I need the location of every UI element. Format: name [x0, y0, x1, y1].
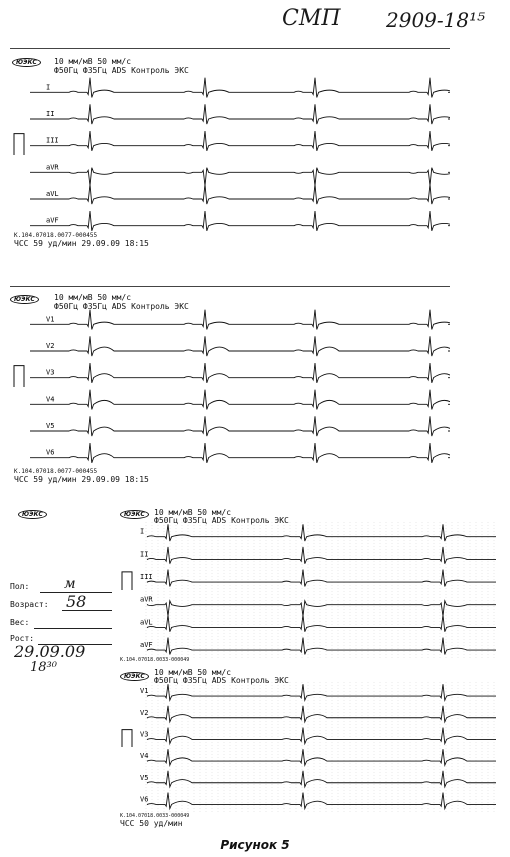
lead-label: V1	[46, 315, 55, 324]
logo-icon: ЮЭКС	[10, 295, 39, 304]
age-label: Возраст:	[10, 600, 49, 609]
logo-icon: ЮЭКС	[120, 510, 149, 519]
ecg-trace	[147, 615, 496, 632]
lead-label: aVR	[46, 163, 59, 172]
ecg-trace	[30, 310, 450, 330]
logo-icon: ЮЭКС	[12, 58, 41, 67]
calibration-pulse	[122, 730, 132, 747]
ecg-trace	[147, 601, 496, 616]
device-serial: К.104.07018.0077-000455	[14, 468, 98, 475]
strip-settings-line2: Ф50Гц Ф35Гц ADS Контроль ЭКС	[154, 516, 289, 525]
lead-label: I	[140, 527, 145, 536]
handwritten-time: 18³⁰	[30, 660, 57, 675]
strip-footer: ЧСС 59 уд/мин 29.09.09 18:15	[14, 239, 149, 248]
handwritten-note-right: 2909-18¹⁵	[386, 8, 486, 32]
ecg-trace	[30, 211, 450, 231]
strip-footer: ЧСС 59 уд/мин 29.09.09 18:15	[14, 475, 149, 484]
ecg-trace	[147, 547, 496, 564]
lead-label: V1	[140, 687, 149, 696]
lead-label: V3	[140, 730, 149, 739]
strip-settings-line1: 10 мм/мВ 50 мм/с	[154, 668, 232, 677]
age-value: 58	[66, 592, 87, 611]
ecg-strip-limb-leads	[10, 48, 450, 249]
lead-label: V6	[46, 448, 55, 457]
ecg-traces	[10, 75, 450, 235]
strip-settings-line2: Ф50Гц Ф35Гц ADS Контроль ЭКС	[54, 66, 189, 75]
ecg-trace	[147, 706, 496, 722]
calibration-pulse	[14, 366, 24, 387]
figure-caption: Рисунок 5	[220, 838, 290, 852]
handwritten-date: 29.09.09	[14, 642, 86, 661]
lead-label: aVF	[140, 641, 153, 650]
device-serial: К.104.07018.0033-000049	[120, 657, 190, 663]
strip-settings-line2: Ф50Гц Ф35Гц ADS Контроль ЭКС	[154, 676, 289, 685]
lead-label: V5	[46, 422, 55, 430]
lead-label: V3	[46, 368, 55, 377]
weight-line	[34, 628, 112, 629]
ecg-trace	[147, 793, 496, 809]
ecg-trace	[30, 131, 450, 151]
ecg-strip-chest-leads	[10, 286, 450, 487]
logo-icon: ЮЭКС	[120, 672, 149, 681]
lead-label: III	[46, 136, 59, 145]
patient-form	[8, 500, 118, 680]
ecg-trace	[147, 749, 496, 765]
lead-label: V6	[140, 795, 149, 804]
calibration-pulse	[122, 572, 132, 590]
lead-label: aVL	[46, 190, 59, 198]
lead-label: V5	[140, 773, 149, 782]
lead-label: aVL	[140, 618, 153, 627]
ecg-trace	[147, 570, 496, 587]
lead-label: V2	[46, 342, 55, 350]
ecg-traces	[118, 682, 498, 812]
sex-value: м	[64, 576, 76, 592]
ecg-trace	[30, 104, 450, 124]
ecg-trace	[147, 771, 496, 787]
ecg-trace	[147, 638, 496, 655]
ecg-trace	[30, 390, 450, 410]
lead-label: V4	[140, 752, 149, 761]
ecg-strip-chest-leads-2	[118, 668, 498, 830]
device-serial: К.104.07018.0077-000455	[14, 232, 98, 239]
handwritten-note-left: СМП	[282, 6, 341, 31]
device-serial: К.104.07018.0033-000049	[120, 813, 190, 819]
lead-label: aVF	[46, 216, 59, 225]
lead-label: II	[46, 110, 55, 118]
ecg-trace	[30, 363, 450, 383]
ecg-traces	[118, 522, 498, 658]
ecg-trace	[30, 184, 450, 204]
ecg-strip-limb-leads-2	[118, 506, 498, 666]
ecg-trace	[30, 336, 450, 356]
strip-settings-line1: 10 мм/мВ 50 мм/с	[54, 57, 132, 66]
ecg-trace	[30, 168, 450, 186]
ecg-trace	[147, 684, 496, 700]
lead-label: V4	[46, 395, 55, 404]
sex-label: Пол:	[10, 582, 30, 591]
strip-settings-line1: 10 мм/мВ 50 мм/с	[54, 293, 132, 302]
lead-label: aVR	[140, 595, 153, 604]
strip-settings-line1: 10 мм/мВ 50 мм/с	[154, 508, 232, 517]
lead-label: I	[46, 83, 51, 92]
weight-label: Вес:	[10, 618, 30, 627]
ecg-trace	[147, 728, 496, 744]
lead-label: III	[140, 573, 153, 582]
strip-footer: ЧСС 50 уд/мин	[120, 819, 183, 828]
ecg-trace	[30, 443, 450, 463]
logo-icon: ЮЭКС	[18, 510, 47, 519]
ecg-traces	[10, 307, 450, 467]
height-label: Рост:	[10, 634, 35, 643]
calibration-pulse	[14, 134, 24, 155]
ecg-trace	[30, 416, 450, 436]
lead-label: V2	[140, 708, 149, 717]
ecg-trace	[147, 524, 496, 541]
lead-label: II	[140, 550, 149, 559]
strip-settings-line2: Ф50Гц Ф35Гц ADS Контроль ЭКС	[54, 302, 189, 311]
ecg-trace	[30, 78, 450, 98]
